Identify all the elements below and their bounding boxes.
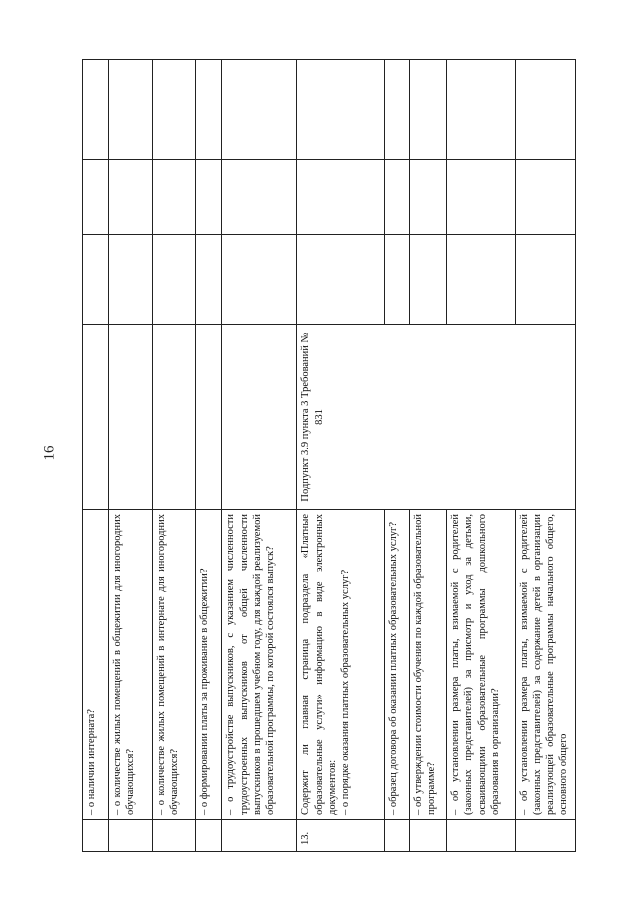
answer-cell bbox=[109, 235, 153, 325]
answer-cell bbox=[83, 235, 109, 325]
reference-cell bbox=[196, 325, 222, 510]
reference-cell bbox=[109, 325, 153, 510]
row-number-cell bbox=[409, 820, 446, 852]
row-number-cell bbox=[222, 820, 297, 852]
table-row bbox=[83, 60, 109, 852]
answer-cell bbox=[384, 235, 409, 325]
answer-cell bbox=[297, 160, 384, 235]
table-row bbox=[297, 60, 384, 852]
answer-cell bbox=[447, 160, 516, 235]
question-cell: – об утверждении стоимости обучения по каждой образовательной программе? bbox=[409, 510, 446, 820]
question-cell: – об установлении размера платы, взимаемой с родителей (законных представителей) за содержание детей в организации реализующей образовательные программы начального общего, основного общего bbox=[516, 510, 576, 820]
note-cell bbox=[83, 60, 109, 160]
note-cell bbox=[222, 60, 297, 160]
answer-cell bbox=[222, 160, 297, 235]
reference-cell bbox=[152, 325, 196, 510]
question-cell: – об установлении размера платы, взимаемой с родителей (законных представителей) за присмотр и уход за детьми, осваивающими образовательные программы дошкольного образования в организации? bbox=[447, 510, 516, 820]
note-cell bbox=[196, 60, 222, 160]
table-row bbox=[109, 60, 153, 852]
answer-cell bbox=[516, 160, 576, 235]
question-cell: – о количестве жилых помещений в интернате для иногородних обучающихся? bbox=[152, 510, 196, 820]
question-cell: – о формировании платы за проживание в общежитии? bbox=[196, 510, 222, 820]
answer-cell bbox=[297, 235, 384, 325]
answer-cell bbox=[83, 160, 109, 235]
row-number-cell bbox=[83, 820, 109, 852]
rotated-table-wrapper bbox=[82, 60, 576, 852]
table-row bbox=[152, 60, 196, 852]
reference-cell: Подпункт 3.9 пункта 3 Требований № 831 bbox=[297, 325, 576, 510]
answer-cell bbox=[384, 160, 409, 235]
row-number-cell bbox=[196, 820, 222, 852]
row-number-cell: 13. bbox=[297, 820, 384, 852]
answer-cell bbox=[222, 235, 297, 325]
question-cell: Содержит ли главная страница подраздела «Платные образовательные услуги» информацию в виде электронных документов: – о порядке оказания платных образовательных услуг? bbox=[297, 510, 384, 820]
requirements-table bbox=[82, 59, 576, 852]
reference-cell bbox=[83, 325, 109, 510]
note-cell bbox=[152, 60, 196, 160]
note-cell bbox=[447, 60, 516, 160]
question-cell: – о наличии интерната? bbox=[83, 510, 109, 820]
answer-cell bbox=[409, 160, 446, 235]
note-cell bbox=[409, 60, 446, 160]
answer-cell bbox=[152, 235, 196, 325]
answer-cell bbox=[516, 235, 576, 325]
note-cell bbox=[384, 60, 409, 160]
note-cell bbox=[297, 60, 384, 160]
answer-cell bbox=[409, 235, 446, 325]
answer-cell bbox=[447, 235, 516, 325]
row-number-cell bbox=[447, 820, 516, 852]
question-cell: – о количестве жилых помещений в общежитии для иногородних обучающихся? bbox=[109, 510, 153, 820]
page-number: 16 bbox=[41, 445, 58, 461]
row-number-cell bbox=[152, 820, 196, 852]
table-row bbox=[222, 60, 297, 852]
question-cell: – о трудоустройстве выпускников, с указанием численности трудоустроенных выпускников от общей численности выпускников в прошедшем учебном году, для каждой реализуемой образовательной программы, по которой состоялся выпуск? bbox=[222, 510, 297, 820]
table-row bbox=[196, 60, 222, 852]
question-cell: – образец договора об оказании платных образовательных услуг? bbox=[384, 510, 409, 820]
reference-cell bbox=[222, 325, 297, 510]
answer-cell bbox=[196, 235, 222, 325]
answer-cell bbox=[196, 160, 222, 235]
answer-cell bbox=[152, 160, 196, 235]
note-cell bbox=[109, 60, 153, 160]
row-number-cell bbox=[516, 820, 576, 852]
row-number-cell bbox=[384, 820, 409, 852]
row-number-cell bbox=[109, 820, 153, 852]
answer-cell bbox=[109, 160, 153, 235]
note-cell bbox=[516, 60, 576, 160]
